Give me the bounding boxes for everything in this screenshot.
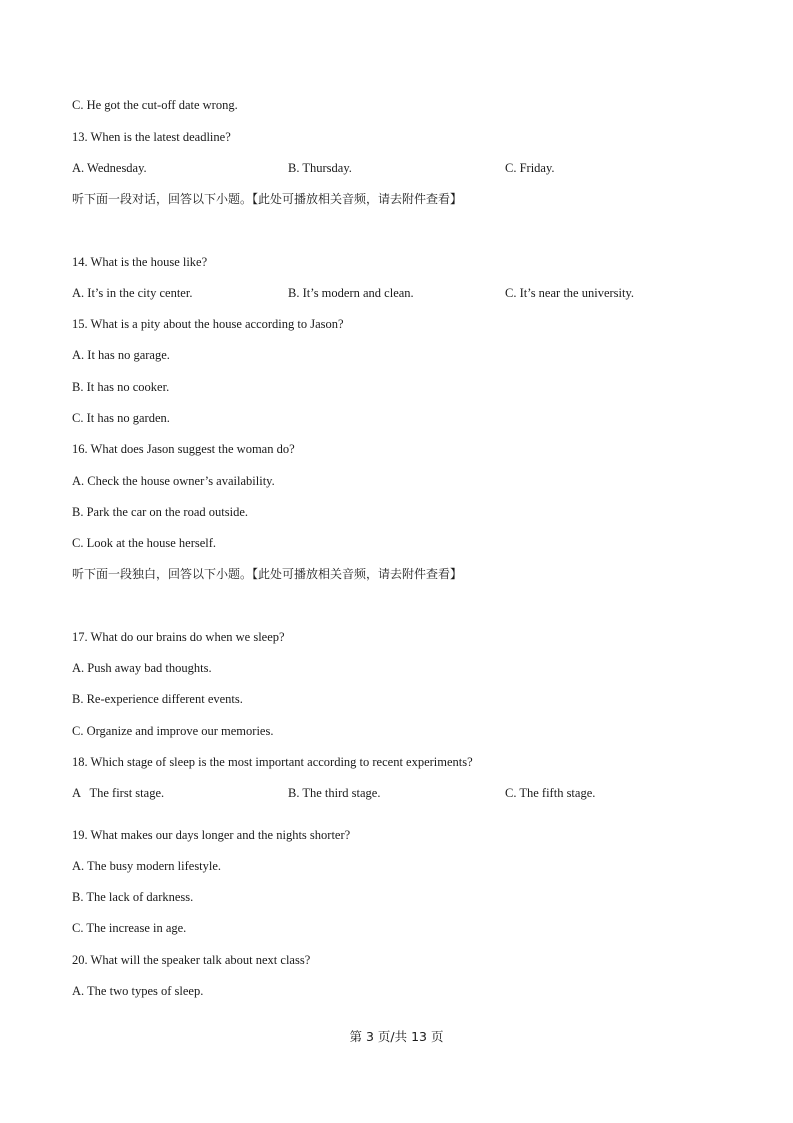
q19-option-a: A. The busy modern lifestyle. xyxy=(72,859,222,873)
q14-option-a: A. It’s in the city center. xyxy=(72,286,193,300)
q18-option-a: A The first stage. xyxy=(72,786,165,800)
q19-option-b: B. The lack of darkness. xyxy=(72,890,194,904)
q20-question: 20. What will the speaker talk about next class? xyxy=(72,953,311,967)
q13-option-b: B. Thursday. xyxy=(288,161,352,175)
q15-question: 15. What is a pity about the house according to Jason? xyxy=(72,317,344,331)
q12-option-c: C. He got the cut-off date wrong. xyxy=(72,98,238,112)
q14-question: 14. What is the house like? xyxy=(72,255,208,269)
q17-option-c: C. Organize and improve our memories. xyxy=(72,724,274,738)
q13-option-a: A. Wednesday. xyxy=(72,161,147,175)
listening-instruction-1: 听下面一段对话，回答以下小题。【此处可播放相关音频，请去附件查看】 xyxy=(72,192,463,206)
q17-question: 17. What do our brains do when we sleep? xyxy=(72,630,285,644)
q19-question: 19. What makes our days longer and the nights shorter? xyxy=(72,828,351,842)
q17-option-b: B. Re-experience different events. xyxy=(72,692,243,706)
page-number-footer: 第 3 页/共 13 页 xyxy=(349,1029,444,1044)
q16-option-c: C. Look at the house herself. xyxy=(72,536,217,550)
q15-option-a: A. It has no garage. xyxy=(72,348,170,362)
q16-question: 16. What does Jason suggest the woman do? xyxy=(72,442,295,456)
q14-option-b: B. It’s modern and clean. xyxy=(288,286,414,300)
q16-option-b: B. Park the car on the road outside. xyxy=(72,505,248,519)
q13-question: 13. When is the latest deadline? xyxy=(72,130,231,144)
q13-option-c: C. Friday. xyxy=(505,161,555,175)
q15-option-b: B. It has no cooker. xyxy=(72,380,170,394)
q16-option-a: A. Check the house owner’s availability. xyxy=(72,474,275,488)
q15-option-c: C. It has no garden. xyxy=(72,411,170,425)
q18-option-b: B. The third stage. xyxy=(288,786,381,800)
q14-option-c: C. It’s near the university. xyxy=(505,286,635,300)
q17-option-a: A. Push away bad thoughts. xyxy=(72,661,212,675)
q18-option-c: C. The fifth stage. xyxy=(505,786,596,800)
q18-question: 18. Which stage of sleep is the most important according to recent experiments? xyxy=(72,755,473,769)
q20-option-a: A. The two types of sleep. xyxy=(72,984,204,998)
q19-option-c: C. The increase in age. xyxy=(72,921,187,935)
listening-instruction-2: 听下面一段独白，回答以下小题。【此处可播放相关音频，请去附件查看】 xyxy=(72,567,463,581)
